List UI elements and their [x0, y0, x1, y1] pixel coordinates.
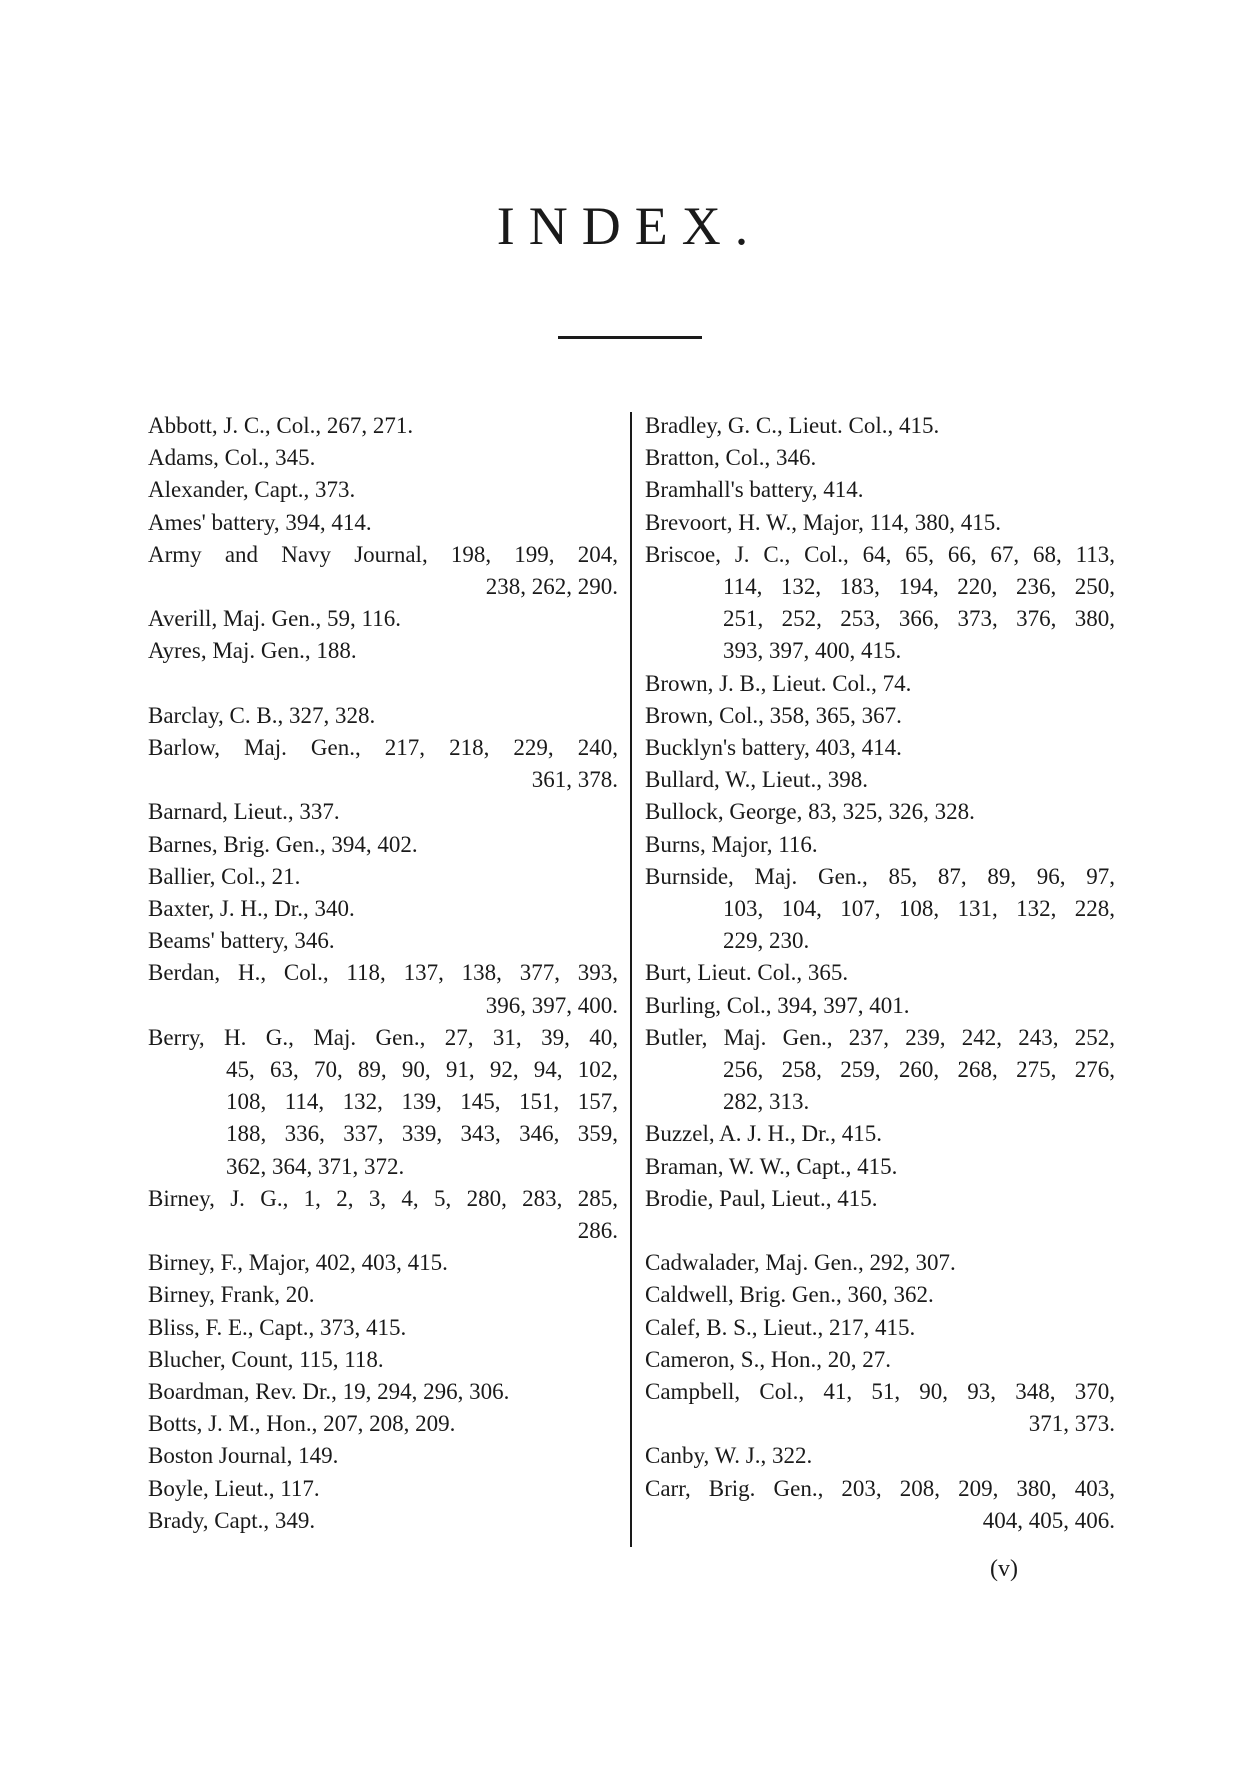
index-entry: Bradley, G. C., Lieut. Col., 415.: [645, 413, 940, 438]
title-rule: [558, 336, 702, 339]
index-column-right: [645, 410, 1115, 1537]
index-entry: Boston Journal, 149.: [148, 1443, 339, 1469]
index-entry: Calef, B. S., Lieut., 217, 415.: [645, 1314, 916, 1340]
section-gap: [148, 668, 618, 700]
index-entry-continuation: 256, 258, 259, 260, 268, 275, 276,: [723, 1057, 1115, 1083]
index-entry: Bullard, W., Lieut., 398.: [645, 767, 868, 793]
index-entry: [148, 539, 618, 603]
index-entry-line: Burnside, Maj. Gen., 85, 87, 89, 96, 97,: [645, 863, 1115, 889]
index-entry: Boardman, Rev. Dr., 19, 294, 296, 306.: [148, 1379, 510, 1405]
index-entry-continuation: 108, 114, 132, 139, 145, 151, 157,: [226, 1089, 618, 1115]
section-gap: [645, 1215, 1115, 1247]
index-entry: Cadwalader, Maj. Gen., 292, 307.: [645, 1250, 956, 1276]
index-entry: Caldwell, Brig. Gen., 360, 362.: [645, 1282, 934, 1308]
page-folio: (v): [990, 1556, 1018, 1582]
index-entry-line: Butler, Maj. Gen., 237, 239, 242, 243, 252,: [645, 1024, 1115, 1050]
index-entry: [645, 539, 1115, 668]
index-entry-continuation: 251, 252, 253, 366, 373, 376, 380,: [723, 606, 1115, 632]
index-entry: [148, 1022, 618, 1183]
index-entry-continuation: 371, 373.: [1028, 1411, 1115, 1437]
index-entry: Boyle, Lieut., 117.: [148, 1475, 320, 1501]
index-entry: Bratton, Col., 346.: [645, 445, 817, 471]
index-entry: Abbott, J. C., Col., 267, 271.: [148, 413, 414, 438]
index-entry: Ayres, Maj. Gen., 188.: [148, 638, 357, 664]
index-entry-continuation: 103, 104, 107, 108, 131, 132, 228,: [723, 896, 1115, 922]
index-entry: Blucher, Count, 115, 118.: [148, 1346, 384, 1372]
index-entry: Baxter, J. H., Dr., 340.: [148, 896, 355, 922]
index-entry-continuation: 362, 364, 371, 372.: [226, 1153, 405, 1179]
index-entry-continuation: 393, 397, 400, 415.: [723, 638, 902, 664]
index-entry: Barclay, C. B., 327, 328.: [148, 702, 376, 728]
index-entry-line: Barlow, Maj. Gen., 217, 218, 229, 240,: [148, 735, 618, 761]
index-entry: Ames' battery, 394, 414.: [148, 509, 372, 535]
index-entry-line: Berdan, H., Col., 118, 137, 138, 377, 393,: [148, 960, 618, 986]
index-entry-continuation: 396, 397, 400.: [485, 992, 618, 1018]
index-entry: Bliss, F. E., Capt., 373, 415.: [148, 1314, 407, 1340]
index-entry: [148, 957, 618, 1021]
index-entry: Brady, Capt., 349.: [148, 1507, 316, 1533]
index-entry: [645, 1376, 1115, 1440]
index-column-left: [148, 410, 618, 1537]
index-entry: Alexander, Capt., 373.: [148, 477, 356, 503]
index-entry: Botts, J. M., Hon., 207, 208, 209.: [148, 1411, 456, 1437]
page-title: INDEX.: [496, 196, 763, 256]
index-entry-line: Briscoe, J. C., Col., 64, 65, 66, 67, 68, 113,: [645, 541, 1115, 567]
index-entry: Buzzel, A. J. H., Dr., 415.: [645, 1121, 883, 1147]
index-entry: Burns, Major, 116.: [645, 831, 818, 857]
index-entry: Burt, Lieut. Col., 365.: [645, 960, 849, 986]
index-entry: Birney, Frank, 20.: [148, 1282, 315, 1308]
index-entry-continuation: 286.: [577, 1218, 618, 1244]
index-entry: Averill, Maj. Gen., 59, 116.: [148, 606, 401, 632]
index-entry: Ballier, Col., 21.: [148, 863, 301, 889]
index-entry: Beams' battery, 346.: [148, 928, 335, 954]
index-entry: Brown, J. B., Lieut. Col., 74.: [645, 670, 912, 696]
index-entry: [148, 1183, 618, 1247]
index-entry: Braman, W. W., Capt., 415.: [645, 1153, 898, 1179]
index-entry-continuation: 238, 262, 290.: [485, 574, 618, 600]
index-entry-line: Carr, Brig. Gen., 203, 208, 209, 380, 403,: [645, 1475, 1115, 1501]
index-entry-continuation: 114, 132, 183, 194, 220, 236, 250,: [723, 574, 1115, 600]
column-divider: [630, 412, 632, 1547]
index-entry: Bramhall's battery, 414.: [645, 477, 864, 503]
index-entry-continuation: 404, 405, 406.: [982, 1507, 1115, 1533]
index-entry: Brodie, Paul, Lieut., 415.: [645, 1185, 878, 1211]
index-entry: Barnes, Brig. Gen., 394, 402.: [148, 831, 418, 857]
index-entry-line: Berry, H. G., Maj. Gen., 27, 31, 39, 40,: [148, 1024, 618, 1050]
index-entry: [645, 861, 1115, 958]
index-entry: Adams, Col., 345.: [148, 445, 316, 471]
index-entry: Brevoort, H. W., Major, 114, 380, 415.: [645, 509, 1001, 535]
index-entry-continuation: 45, 63, 70, 89, 90, 91, 92, 94, 102,: [226, 1057, 618, 1083]
index-entry: [148, 732, 618, 796]
index-entry-continuation: 361, 378.: [531, 767, 618, 793]
index-entry: [645, 1022, 1115, 1119]
index-entry: Birney, F., Major, 402, 403, 415.: [148, 1250, 448, 1276]
index-entry: Brown, Col., 358, 365, 367.: [645, 702, 902, 728]
index-entry: Bucklyn's battery, 403, 414.: [645, 735, 902, 761]
index-entry: Cameron, S., Hon., 20, 27.: [645, 1346, 891, 1372]
index-entry-line: Army and Navy Journal, 198, 199, 204,: [148, 541, 618, 567]
index-entry: Burling, Col., 394, 397, 401.: [645, 992, 910, 1018]
index-entry: Barnard, Lieut., 337.: [148, 799, 340, 825]
index-entry: Bullock, George, 83, 325, 326, 328.: [645, 799, 975, 825]
index-entry-continuation: 229, 230.: [723, 928, 810, 954]
index-entry-line: Campbell, Col., 41, 51, 90, 93, 348, 370,: [645, 1379, 1115, 1405]
index-entry: [645, 1473, 1115, 1537]
index-entry: Canby, W. J., 322.: [645, 1443, 813, 1469]
index-entry-line: Birney, J. G., 1, 2, 3, 4, 5, 280, 283, 285,: [148, 1185, 618, 1211]
index-entry-continuation: 188, 336, 337, 339, 343, 346, 359,: [226, 1121, 618, 1147]
index-entry-continuation: 282, 313.: [723, 1089, 810, 1115]
